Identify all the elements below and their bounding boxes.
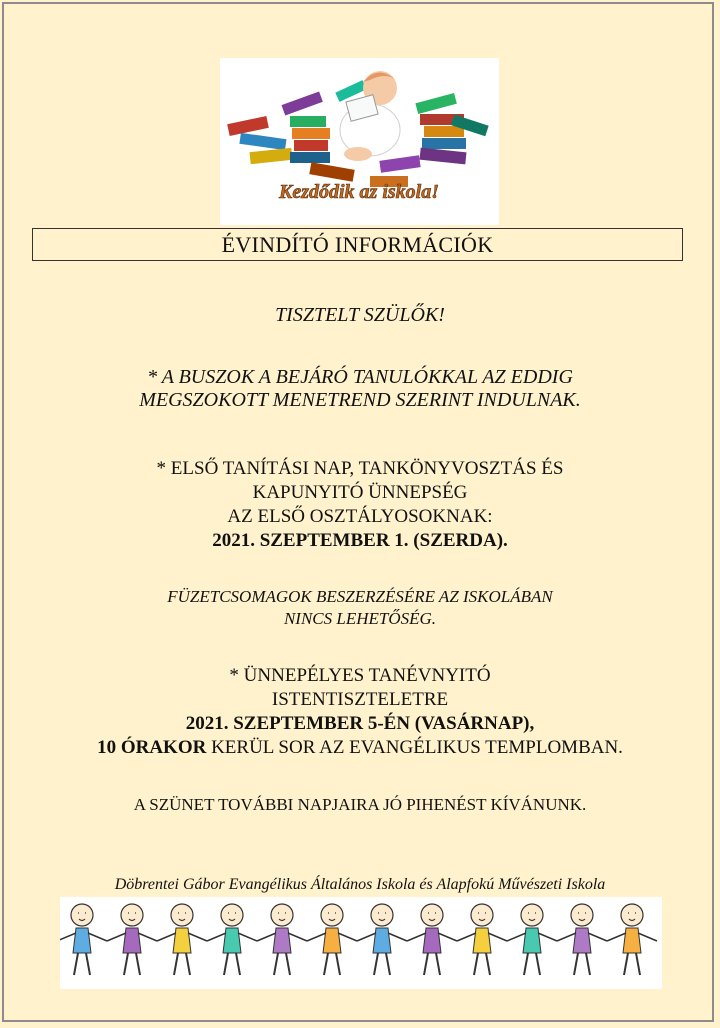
service-time	[0, 736, 720, 760]
child-reading-illustration	[340, 71, 400, 161]
first-day-line1: * ELSŐ TANÍTÁSI NAP, TANKÖNYVOSZTÁS ÉS	[156, 458, 564, 479]
child-figure	[607, 904, 657, 975]
notebooks-notice	[0, 586, 720, 630]
first-day-line3: AZ ELSŐ OSZTÁLYOSOKNAK:	[227, 506, 493, 527]
greeting	[0, 304, 720, 327]
closing-wish	[0, 794, 720, 816]
child-figure	[207, 904, 257, 975]
first-day-notice	[0, 457, 720, 553]
first-day-line2: KAPUNYITÓ ÜNNEPSÉG	[252, 482, 468, 503]
service-time-bold: 10 ÓRAKOR	[97, 737, 207, 758]
greeting-text: TISZTELT SZÜLŐK!	[275, 304, 445, 326]
bus-notice-line2: MEGSZOKOTT MENETREND SZERINT INDULNAK.	[139, 389, 581, 411]
service-line2: ISTENTISZTELETRE	[271, 689, 449, 710]
closing-wish-text: A SZÜNET TOVÁBBI NAPJAIRA JÓ PIHENÉST KÍVÁNUNK.	[133, 795, 587, 814]
page-title-text: ÉVINDÍTÓ INFORMÁCIÓK	[221, 231, 494, 257]
bus-notice-line1: * A BUSZOK A BEJÁRÓ TANULÓKKAL AZ EDDIG	[147, 366, 573, 388]
child-figure	[557, 904, 607, 975]
child-figure	[457, 904, 507, 975]
child-figure	[407, 904, 457, 975]
school-name	[0, 876, 720, 894]
bus-notice	[0, 366, 720, 412]
children-holding-hands-image	[60, 897, 662, 989]
child-figure	[60, 904, 107, 975]
child-figure	[157, 904, 207, 975]
service-line1: * ÜNNEPÉLYES TANÉVNYITÓ	[229, 665, 491, 686]
service-time-rest: KERÜL SOR AZ EVANGÉLIKUS TEMPLOMBAN.	[206, 737, 623, 758]
child-figure	[507, 904, 557, 975]
child-figure	[307, 904, 357, 975]
service-date: 2021. SZEPTEMBER 5-ÉN (VASÁRNAP),	[185, 713, 535, 734]
child-figure	[107, 904, 157, 975]
notebooks-line2: NINCS LEHETŐSÉG.	[283, 609, 437, 628]
notebooks-line1: FÜZETCSOMAGOK BESZERZÉSÉRE AZ ISKOLÁBAN	[167, 587, 553, 606]
child-figure	[357, 904, 407, 975]
page-title	[32, 228, 683, 261]
banner-caption: Kezdődik az iskola!	[278, 181, 440, 203]
service-notice	[0, 664, 720, 760]
child-figure	[257, 904, 307, 975]
school-start-banner	[220, 58, 499, 225]
first-day-date: 2021. SZEPTEMBER 1. (SZERDA).	[212, 530, 508, 551]
school-name-text: Döbrentei Gábor Evangélikus Általános Iskola és Alapfokú Művészeti Iskola	[114, 876, 606, 893]
